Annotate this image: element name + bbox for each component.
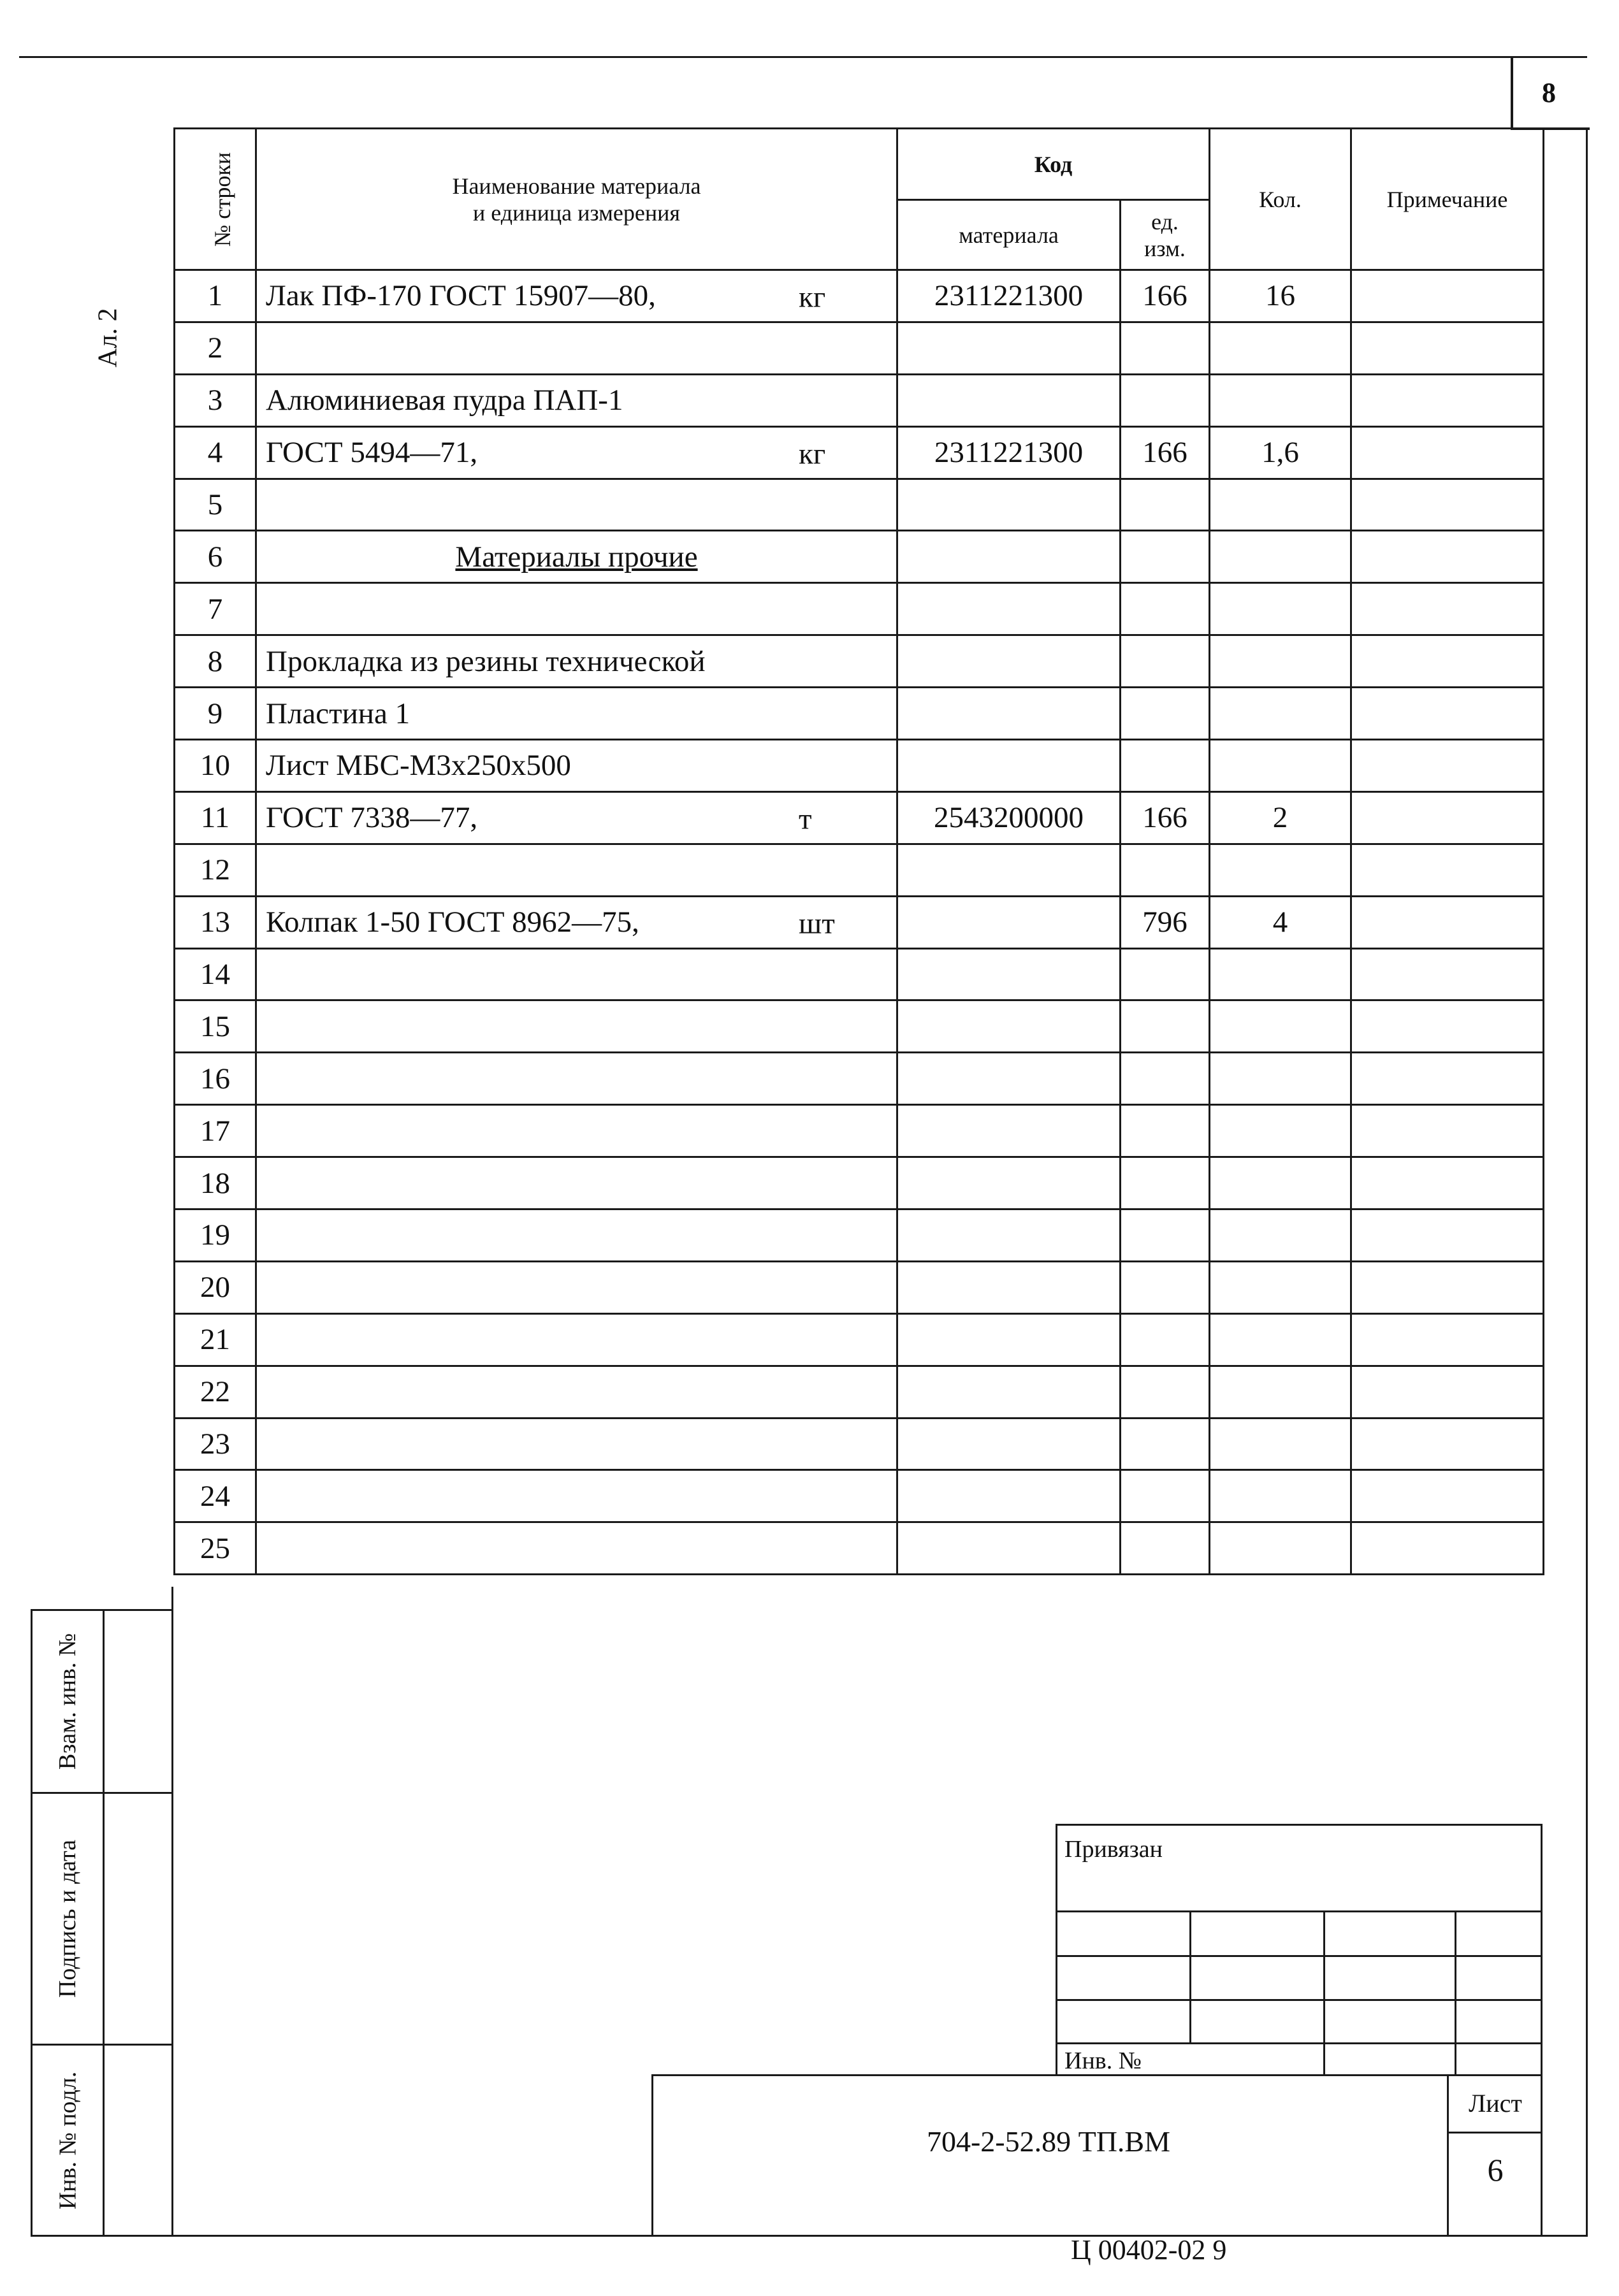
table-body — [175, 270, 1544, 1575]
material-name-cell — [256, 1209, 897, 1262]
privyazan-label: Привязан — [1064, 1836, 1163, 1863]
note-cell — [1351, 1313, 1544, 1366]
sheet-label: Лист — [1469, 2088, 1522, 2118]
row-number-cell: 10 — [175, 740, 256, 792]
quantity-cell — [1210, 1313, 1351, 1366]
material-code-cell: 2311221300 — [897, 270, 1121, 322]
material-name: Материалы прочие — [455, 540, 698, 574]
material-unit: кг — [799, 281, 826, 315]
note-cell — [1351, 791, 1544, 844]
material-name-cell — [256, 844, 897, 896]
quantity-cell — [1210, 635, 1351, 688]
right-frame-line — [1586, 127, 1588, 2237]
unit-code-cell — [1121, 844, 1210, 896]
material-code-cell — [897, 583, 1121, 635]
unit-code-cell — [1121, 1313, 1210, 1366]
note-cell — [1351, 479, 1544, 531]
header-code-unit: ед. изм. — [1121, 200, 1210, 270]
unit-code-cell — [1121, 1366, 1210, 1418]
row-number-cell: 17 — [175, 1105, 256, 1157]
row-number-cell: 3 — [175, 374, 256, 426]
material-unit: кг — [799, 437, 826, 471]
note-cell — [1351, 635, 1544, 688]
material-name: ГОСТ 5494—71, — [266, 436, 478, 470]
material-name: Лак ПФ-170 ГОСТ 15907—80, — [266, 279, 656, 313]
quantity-cell — [1210, 948, 1351, 1000]
bottom-frame-line — [173, 2235, 1588, 2237]
unit-code-cell — [1121, 1470, 1210, 1522]
material-name-cell — [256, 1470, 897, 1522]
material-name: Лист МБС-М3х250х500 — [266, 749, 571, 783]
quantity-cell — [1210, 1209, 1351, 1262]
row-number-cell: 11 — [175, 791, 256, 844]
table-row — [175, 426, 1544, 479]
unit-code-cell — [1121, 479, 1210, 531]
row-number-cell: 14 — [175, 948, 256, 1000]
unit-code-cell — [1121, 1053, 1210, 1105]
quantity-cell — [1210, 1418, 1351, 1470]
note-cell — [1351, 1053, 1544, 1105]
material-code-cell — [897, 635, 1121, 688]
material-name-cell — [256, 479, 897, 531]
table-row — [175, 1418, 1544, 1470]
quantity-cell — [1210, 479, 1351, 531]
unit-code-cell — [1121, 322, 1210, 374]
material-code-cell: 2311221300 — [897, 426, 1121, 479]
unit-code-cell: 166 — [1121, 426, 1210, 479]
unit-code-cell — [1121, 1261, 1210, 1313]
table-row — [175, 374, 1544, 426]
table-row — [175, 1261, 1544, 1313]
quantity-cell — [1210, 1157, 1351, 1209]
row-number-cell: 23 — [175, 1418, 256, 1470]
quantity-cell — [1210, 583, 1351, 635]
material-code-cell — [897, 531, 1121, 583]
quantity-cell — [1210, 688, 1351, 740]
quantity-cell — [1210, 1522, 1351, 1575]
row-number-cell: 18 — [175, 1157, 256, 1209]
note-cell — [1351, 583, 1544, 635]
unit-code-cell — [1121, 948, 1210, 1000]
material-name: Прокладка из резины технической — [266, 644, 706, 678]
table-row — [175, 844, 1544, 896]
material-code-cell — [897, 1522, 1121, 1575]
table-row — [175, 1366, 1544, 1418]
material-name-cell — [256, 1105, 897, 1157]
material-code-cell — [897, 479, 1121, 531]
note-cell — [1351, 1157, 1544, 1209]
row-number-cell: 25 — [175, 1522, 256, 1575]
material-code-cell — [897, 948, 1121, 1000]
table-row — [175, 479, 1544, 531]
note-cell — [1351, 270, 1544, 322]
table-row — [175, 791, 1544, 844]
unit-code-cell — [1121, 1209, 1210, 1262]
row-number-cell: 20 — [175, 1261, 256, 1313]
unit-code-cell: 166 — [1121, 791, 1210, 844]
table-row — [175, 635, 1544, 688]
row-number-cell: 21 — [175, 1313, 256, 1366]
header-code-material: материала — [897, 200, 1121, 270]
material-name-cell — [256, 1053, 897, 1105]
unit-code-cell: 796 — [1121, 896, 1210, 948]
material-name-cell — [256, 374, 897, 426]
table-row — [175, 531, 1544, 583]
material-code-cell — [897, 1000, 1121, 1053]
unit-code-cell — [1121, 1418, 1210, 1470]
footer-code: Ц 00402-02 9 — [1071, 2234, 1227, 2265]
material-code-cell — [897, 1209, 1121, 1262]
note-cell — [1351, 896, 1544, 948]
material-code-cell: 2543200000 — [897, 791, 1121, 844]
table-row — [175, 270, 1544, 322]
document-code: 704-2-52.89 ТП.ВМ — [926, 2125, 1171, 2158]
table-row — [175, 1157, 1544, 1209]
row-number-cell: 5 — [175, 479, 256, 531]
material-code-cell — [897, 896, 1121, 948]
row-number-cell: 2 — [175, 322, 256, 374]
material-name: Пластина 1 — [266, 697, 410, 730]
note-cell — [1351, 1418, 1544, 1470]
quantity-cell — [1210, 740, 1351, 792]
material-name-cell — [256, 791, 897, 844]
table-row — [175, 583, 1544, 635]
row-number-cell: 16 — [175, 1053, 256, 1105]
header-name: Наименование материала и единица измерения — [256, 129, 897, 270]
material-name-cell — [256, 583, 897, 635]
unit-code-cell: 166 — [1121, 270, 1210, 322]
note-cell — [1351, 1522, 1544, 1575]
material-code-cell — [897, 740, 1121, 792]
side-stamp-vzam: Взам. инв. № — [31, 1609, 173, 1794]
side-stamp-inv-podl: Инв. № подл. — [31, 2044, 173, 2237]
table-row — [175, 1522, 1544, 1575]
note-cell — [1351, 1261, 1544, 1313]
material-code-cell — [897, 688, 1121, 740]
table-row — [175, 1209, 1544, 1262]
row-number-cell: 24 — [175, 1470, 256, 1522]
row-number-cell: 13 — [175, 896, 256, 948]
header-row-no: № строки — [175, 129, 256, 270]
material-name-cell — [256, 426, 897, 479]
material-name-cell — [256, 740, 897, 792]
material-code-cell — [897, 1157, 1121, 1209]
table-row — [175, 1470, 1544, 1522]
unit-code-cell — [1121, 1105, 1210, 1157]
table-row — [175, 948, 1544, 1000]
top-border-line — [19, 56, 1587, 58]
table-row — [175, 896, 1544, 948]
material-name-cell — [256, 1157, 897, 1209]
note-cell — [1351, 374, 1544, 426]
material-code-cell — [897, 1313, 1121, 1366]
note-cell — [1351, 531, 1544, 583]
quantity-cell — [1210, 1053, 1351, 1105]
material-name-cell — [256, 270, 897, 322]
quantity-cell — [1210, 1470, 1351, 1522]
side-label: Ал. 2 — [93, 308, 123, 368]
unit-code-cell — [1121, 583, 1210, 635]
material-name-cell — [256, 896, 897, 948]
unit-code-cell — [1121, 688, 1210, 740]
materials-table — [173, 127, 1544, 1575]
quantity-cell — [1210, 1366, 1351, 1418]
quantity-cell — [1210, 1000, 1351, 1053]
header-note: Примечание — [1351, 129, 1544, 270]
row-number-cell: 4 — [175, 426, 256, 479]
material-code-cell — [897, 1470, 1121, 1522]
table-row — [175, 322, 1544, 374]
note-cell — [1351, 1470, 1544, 1522]
quantity-cell — [1210, 1105, 1351, 1157]
row-number-cell: 7 — [175, 583, 256, 635]
note-cell — [1351, 1366, 1544, 1418]
sheet-number: 6 — [1487, 2152, 1504, 2188]
row-number-cell: 9 — [175, 688, 256, 740]
material-name-cell — [256, 1261, 897, 1313]
note-cell — [1351, 1105, 1544, 1157]
note-cell — [1351, 322, 1544, 374]
material-code-cell — [897, 1105, 1121, 1157]
material-name-cell — [256, 1522, 897, 1575]
unit-code-cell — [1121, 1157, 1210, 1209]
material-code-cell — [897, 374, 1121, 426]
row-number-cell: 8 — [175, 635, 256, 688]
material-name-cell — [256, 322, 897, 374]
note-cell — [1351, 688, 1544, 740]
note-cell — [1351, 1000, 1544, 1053]
row-number-cell: 12 — [175, 844, 256, 896]
left-frame-line — [171, 1587, 173, 2237]
unit-code-cell — [1121, 1000, 1210, 1053]
unit-code-cell — [1121, 531, 1210, 583]
quantity-cell — [1210, 374, 1351, 426]
material-name-cell — [256, 948, 897, 1000]
material-name: Алюминиевая пудра ПАП-1 — [266, 384, 623, 417]
unit-code-cell — [1121, 374, 1210, 426]
note-cell — [1351, 948, 1544, 1000]
quantity-cell: 4 — [1210, 896, 1351, 948]
quantity-cell: 1,6 — [1210, 426, 1351, 479]
material-code-cell — [897, 844, 1121, 896]
material-code-cell — [897, 1418, 1121, 1470]
material-name-cell — [256, 1313, 897, 1366]
page-number: 8 — [1542, 76, 1556, 108]
material-name-cell — [256, 688, 897, 740]
note-cell — [1351, 844, 1544, 896]
inv-no-label: Инв. № — [1064, 2047, 1142, 2074]
row-number-cell: 19 — [175, 1209, 256, 1262]
material-code-cell — [897, 1366, 1121, 1418]
material-name: ГОСТ 7338—77, — [266, 801, 478, 835]
material-code-cell — [897, 322, 1121, 374]
table-row — [175, 688, 1544, 740]
table-row — [175, 1105, 1544, 1157]
quantity-cell: 16 — [1210, 270, 1351, 322]
note-cell — [1351, 1209, 1544, 1262]
material-name: Колпак 1-50 ГОСТ 8962—75, — [266, 906, 639, 939]
quantity-cell: 2 — [1210, 791, 1351, 844]
note-cell — [1351, 426, 1544, 479]
header-qty: Кол. — [1210, 129, 1351, 270]
note-cell — [1351, 740, 1544, 792]
material-code-cell — [897, 1053, 1121, 1105]
table-row — [175, 1313, 1544, 1366]
quantity-cell — [1210, 531, 1351, 583]
table-row — [175, 740, 1544, 792]
material-name-cell — [256, 1418, 897, 1470]
quantity-cell — [1210, 1261, 1351, 1313]
material-name-cell — [256, 1366, 897, 1418]
row-number-cell: 6 — [175, 531, 256, 583]
table-row — [175, 1053, 1544, 1105]
side-stamp-podpis: Подпись и дата — [31, 1792, 173, 2046]
unit-code-cell — [1121, 635, 1210, 688]
row-number-cell: 1 — [175, 270, 256, 322]
quantity-cell — [1210, 322, 1351, 374]
material-name-cell — [256, 1000, 897, 1053]
table-row — [175, 1000, 1544, 1053]
material-name-cell — [256, 635, 897, 688]
material-name-cell — [256, 531, 897, 583]
material-code-cell — [897, 1261, 1121, 1313]
material-unit: шт — [799, 907, 835, 941]
header-code: Код — [897, 129, 1210, 200]
unit-code-cell — [1121, 1522, 1210, 1575]
row-number-cell: 22 — [175, 1366, 256, 1418]
material-unit: т — [799, 803, 812, 837]
unit-code-cell — [1121, 740, 1210, 792]
row-number-cell: 15 — [175, 1000, 256, 1053]
quantity-cell — [1210, 844, 1351, 896]
